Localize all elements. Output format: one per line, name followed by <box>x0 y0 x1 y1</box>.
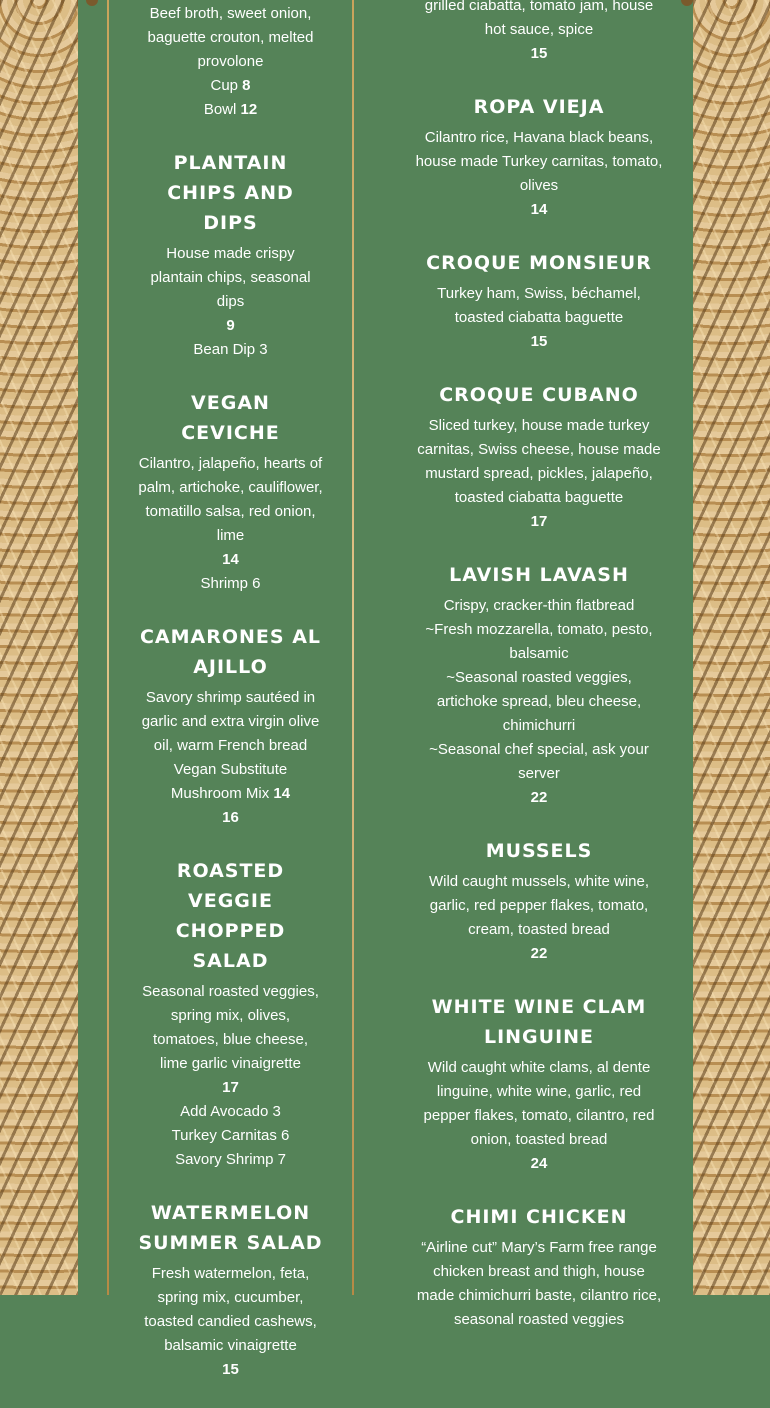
menu-item-addon: Turkey Carnitas 6 <box>171 1127 290 1144</box>
menu-item-addon: Savory Shrimp 7 <box>175 1151 286 1168</box>
menu-item-price: 14 <box>530 201 548 218</box>
menu-item <box>415 0 663 66</box>
menu-item-price: 22 <box>530 945 548 962</box>
menu-item-description: grilled ciabatta, tomato jam, house hot sauce, spice <box>424 0 654 38</box>
menu-item-price: 22 <box>530 789 548 806</box>
menu-item-price: 17 <box>222 1079 239 1096</box>
menu-item-description: House made crispy plantain chips, seasonal dips <box>150 245 311 310</box>
menu-item-title: WHITE WINE CLAM LINGUINE <box>431 996 647 1048</box>
menu-item-description: Wild caught mussels, white wine, garlic, red pepper flakes, tomato, cream, toasted bread <box>428 873 650 938</box>
menu-item-description: Beef broth, sweet onion, baguette crouton, melted provolone <box>147 5 314 70</box>
menu-item-description: Fresh watermelon, feta, spring mix, cucumber, toasted candied cashews, balsamic vinaigrette <box>144 1265 317 1354</box>
menu-item-description: ~Seasonal roasted veggies, artichoke spread, bleu cheese, chimichurri <box>436 669 642 734</box>
menu-item-price: 12 <box>240 101 258 118</box>
gold-divider-center <box>352 0 354 1295</box>
gold-divider-left <box>107 0 109 1295</box>
menu-item-title: CROQUE MONSIEUR <box>426 252 652 274</box>
menu-item-title: ROPA VIEJA <box>473 96 605 118</box>
menu-item-description: Turkey ham, Swiss, béchamel, toasted ciabatta baguette <box>437 285 641 326</box>
menu-item-description: Seasonal roasted veggies, spring mix, olives, tomatoes, blue cheese, lime garlic vinaigrette <box>142 983 319 1072</box>
menu-item <box>138 856 323 1172</box>
menu-item-description: ~Seasonal chef special, ask your server <box>429 741 649 782</box>
menu-item-title: LAVISH LAVASH <box>449 564 629 586</box>
menu-item-description: Savory shrimp sautéed in garlic and extra virgin olive oil, warm French bread <box>141 689 320 754</box>
menu-item-description: Cilantro, jalapeño, hearts of palm, artichoke, cauliflower, tomatillo salsa, red onion, lime <box>138 455 323 544</box>
menu-item-price: 14 <box>273 785 291 802</box>
menu-item-title: CHIMI CHICKEN <box>450 1206 628 1228</box>
menu-item-price: 24 <box>530 1155 548 1172</box>
menu-item-description: “Airline cut” Mary’s Farm free range chicken breast and thigh, house made chimichurri baste, cilantro rice, seasonal roasted veggies <box>416 1239 662 1328</box>
menu-item <box>415 992 663 1176</box>
menu-item-price-line: Mushroom Mix 14 <box>170 785 291 802</box>
menu-item-price: 17 <box>530 513 548 530</box>
menu-item-addon: Shrimp 6 <box>200 575 261 592</box>
menu-item-description: ~Fresh mozzarella, tomato, pesto, balsamic <box>425 621 653 662</box>
menu-item-addon: Bean Dip 3 <box>193 341 268 358</box>
art-deco-border-left <box>0 0 78 1295</box>
menu-item <box>138 388 323 596</box>
menu-item-addon: Add Avocado 3 <box>180 1103 281 1120</box>
menu-item-price: 9 <box>226 317 235 334</box>
menu-item-description: Cilantro rice, Havana black beans, house made Turkey carnitas, tomato, olives <box>415 129 663 194</box>
menu-item <box>415 92 663 222</box>
menu-item-title: CAMARONES AL AJILLO <box>139 626 322 678</box>
menu-column-left <box>138 2 323 1408</box>
menu-item-description: Vegan Substitute <box>173 761 288 778</box>
menu-item-price: 8 <box>242 77 251 94</box>
menu-item-price: 16 <box>222 809 239 826</box>
menu-item-title: VEGAN CEVICHE <box>181 392 280 444</box>
menu-item-price: 15 <box>530 333 548 350</box>
menu-item-price: 15 <box>222 1361 239 1378</box>
menu-column-right <box>415 0 663 1358</box>
art-deco-border-right <box>693 0 770 1295</box>
menu-item <box>138 148 323 362</box>
menu-item-description: Crispy, cracker-thin flatbread <box>443 597 635 614</box>
menu-item-title: WATERMELON SUMMER SALAD <box>138 1202 323 1254</box>
menu-item-price: 15 <box>530 45 548 62</box>
menu-item-price-line: Cup 8 <box>210 77 251 94</box>
menu-item-title: MUSSELS <box>485 840 593 862</box>
menu-item <box>415 1202 663 1332</box>
menu-item <box>138 1198 323 1382</box>
menu-item-price-line: Bowl 12 <box>203 101 258 118</box>
menu-item-price: 14 <box>222 551 239 568</box>
menu-item-title: ROASTED VEGGIE CHOPPED SALAD <box>175 860 286 972</box>
menu-item-description: Wild caught white clams, al dente linguine, white wine, garlic, red pepper flakes, tomato, cilantro, red onion, toasted bread <box>423 1059 655 1148</box>
menu-item-title: CROQUE CUBANO <box>439 384 639 406</box>
menu-item-title: PLANTAIN CHIPS AND DIPS <box>167 152 294 234</box>
menu-item <box>415 836 663 966</box>
menu-item <box>415 248 663 354</box>
menu-item <box>415 380 663 534</box>
menu-item <box>415 560 663 810</box>
menu-item <box>138 2 323 122</box>
menu-item-description: Sliced turkey, house made turkey carnitas, Swiss cheese, house made mustard spread, pickles, jalapeño, toasted ciabatta baguette <box>417 417 661 506</box>
menu-item <box>138 622 323 830</box>
